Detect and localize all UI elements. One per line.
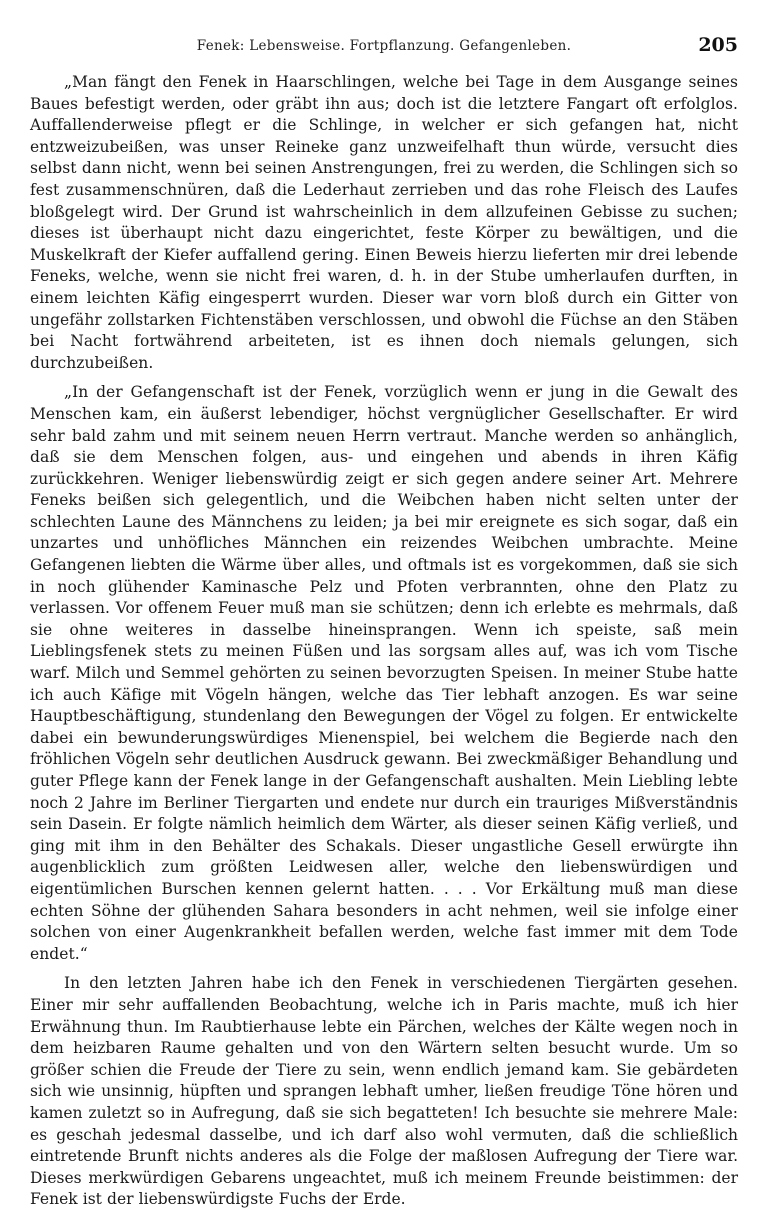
paragraph-captivity: „In der Gefangenschaft ist der Fenek, vorzüglich wenn er jung in die Gewalt des Menschen kam, ein äußerst lebendiger, höchst vergnüglicher Gesellschafter. Er wird sehr bald zahm und mit seinem neuen Herrn vertraut. Manche werden so anhänglich, daß sie dem Menschen folgen, aus- und eingehen und abends in ihren Käfig zurückkehren. Weniger liebenswürdig zeigt er sich gegen andere seiner Art. Mehrere Feneks beißen sich gelegentlich, und die Weibchen haben nicht selten unter der schlechten Laune des Männchens zu leiden; ja bei mir ereignete es sich sogar, daß ein unzartes und unhöfliches Männchen ein reizendes Weibchen umbrachte. Meine Gefangenen liebten die Wärme über alles, und oftmals ist es vorgekommen, daß sie sich in noch glühender Kaminasche Pelz und Pfoten verbrannten, ohne den Platz zu verlassen. Vor offenem Feuer muß man sie schützen; denn ich erlebte es mehrmals, daß sie ohne weiteres in dasselbe hineinsprangen. Wenn ich speiste, saß mein Lieblingsfenek stets zu meinen Füßen und las sorgsam alles auf, was ich vom Tische warf. Milch und Semmel gehörten zu seinen bevorzugten Speisen. In meiner Stube hatte ich auch Käfige mit Vögeln hängen, welche das Tier lebhaft anzogen. Es war seine Hauptbeschäftigung, stundenlang den Bewegungen der Vögel zu folgen. Er entwickelte dabei ein bewunderungswürdiges Mienenspiel, bei welchem die Begierde nach den fröhlichen Vögeln sehr deutlichen Ausdruck gewann. Bei zweckmäßiger Behandlung und guter Pflege kann der Fenek lange in der Gefangenschaft aushalten. Mein Liebling lebte noch 2 Jahre im Berliner Tiergarten und endete nur durch ein trauriges Mißverständnis sein Dasein. Er folgte nämlich heimlich dem Wärter, als dieser seinen Käfig verließ, und ging mit ihm in den Behälter des Schakals. Dieser ungastliche Gesell erwürgte ihn augenblicklich zum größten Leidwesen aller, welche den liebenswürdigen und eigentümlichen Burschen kennen gelernt hatten. . . . Vor Erkältung muß man diese echten Söhne der glühenden Sahara besonders in acht nehmen, weil sie infolge einer solchen von einer Augenkrankheit befallen werden, welche fast immer mit dem Tode endet.“ [30,383,738,963]
page-number: 205 [698,34,738,56]
paragraph-capture-methods: „Man fängt den Fenek in Haarschlingen, welche bei Tage in dem Ausgange seines Baues befestigt werden, oder gräbt ihn aus; doch ist die letztere Fangart oft erfolglos. Auffallenderweise pflegt er die Schlinge, in welcher er sich gefangen hat, nicht entzweizubeißen, was unser Reineke ganz unzweifelhaft thun würde, versucht dies selbst dann nicht, wenn bei seinen Anstrengungen, frei zu werden, die Schlingen sich so fest zusammenschnüren, daß die Lederhaut zerrieben und das rohe Fleisch des Laufes bloßgelegt wird. Der Grund ist wahrscheinlich in dem allzufeinen Gebisse zu suchen; dieses ist überhaupt nicht dazu eingerichtet, feste Körper zu bewältigen, und die Muskelkraft der Kiefer auffallend gering. Einen Beweis hierzu lieferten mir drei lebende Feneks, welche, wenn sie nicht frei waren, d. h. in der Stube umherlaufen durften, in einem leichten Käfig eingesperrt wurden. Dieser war vorn bloß durch ein Gitter von ungefähr zollstarken Fichtenstäben verschlossen, und obwohl die Füchse an den Stäben bei Nacht fortwährend arbeiteten, ist es ihnen doch niemals gelungen, sich durchzubeißen. [30,73,738,372]
body-text [30,72,738,1211]
paragraph-zoo-observation: In den letzten Jahren habe ich den Fenek in verschiedenen Tiergärten gesehen. Einer mir sehr auffallenden Beobachtung, welche ich in Paris machte, muß ich hier Erwähnung thun. Im Raubtierhause lebte ein Pärchen, welches der Kälte wegen noch in dem heizbaren Raume gehalten und von den Wärtern selten besucht wurde. Um so größer schien die Freude der Tiere zu sein, wenn endlich jemand kam. Sie gebärdeten sich wie unsinnig, hüpften und sprangen lebhaft umher, ließen freudige Töne hören und kamen zuletzt so in Aufregung, daß sie sich begatteten! Ich besuchte sie mehrere Male: es geschah jedesmal dasselbe, und ich darf also wohl vermuten, daß die schließlich eintretende Brunft nichts anderes als die Folge der maßlosen Aufregung der Tiere war. Dieses merkwürdigen Gebarens ungeachtet, muß ich meinem Freunde beistimmen: der Fenek ist der liebenswürdigste Fuchs der Erde. [30,974,738,1209]
running-header [30,30,738,70]
running-header-title: Fenek: Lebensweise. Fortpflanzung. Gefangenleben. [196,38,572,54]
book-page [30,30,738,1209]
